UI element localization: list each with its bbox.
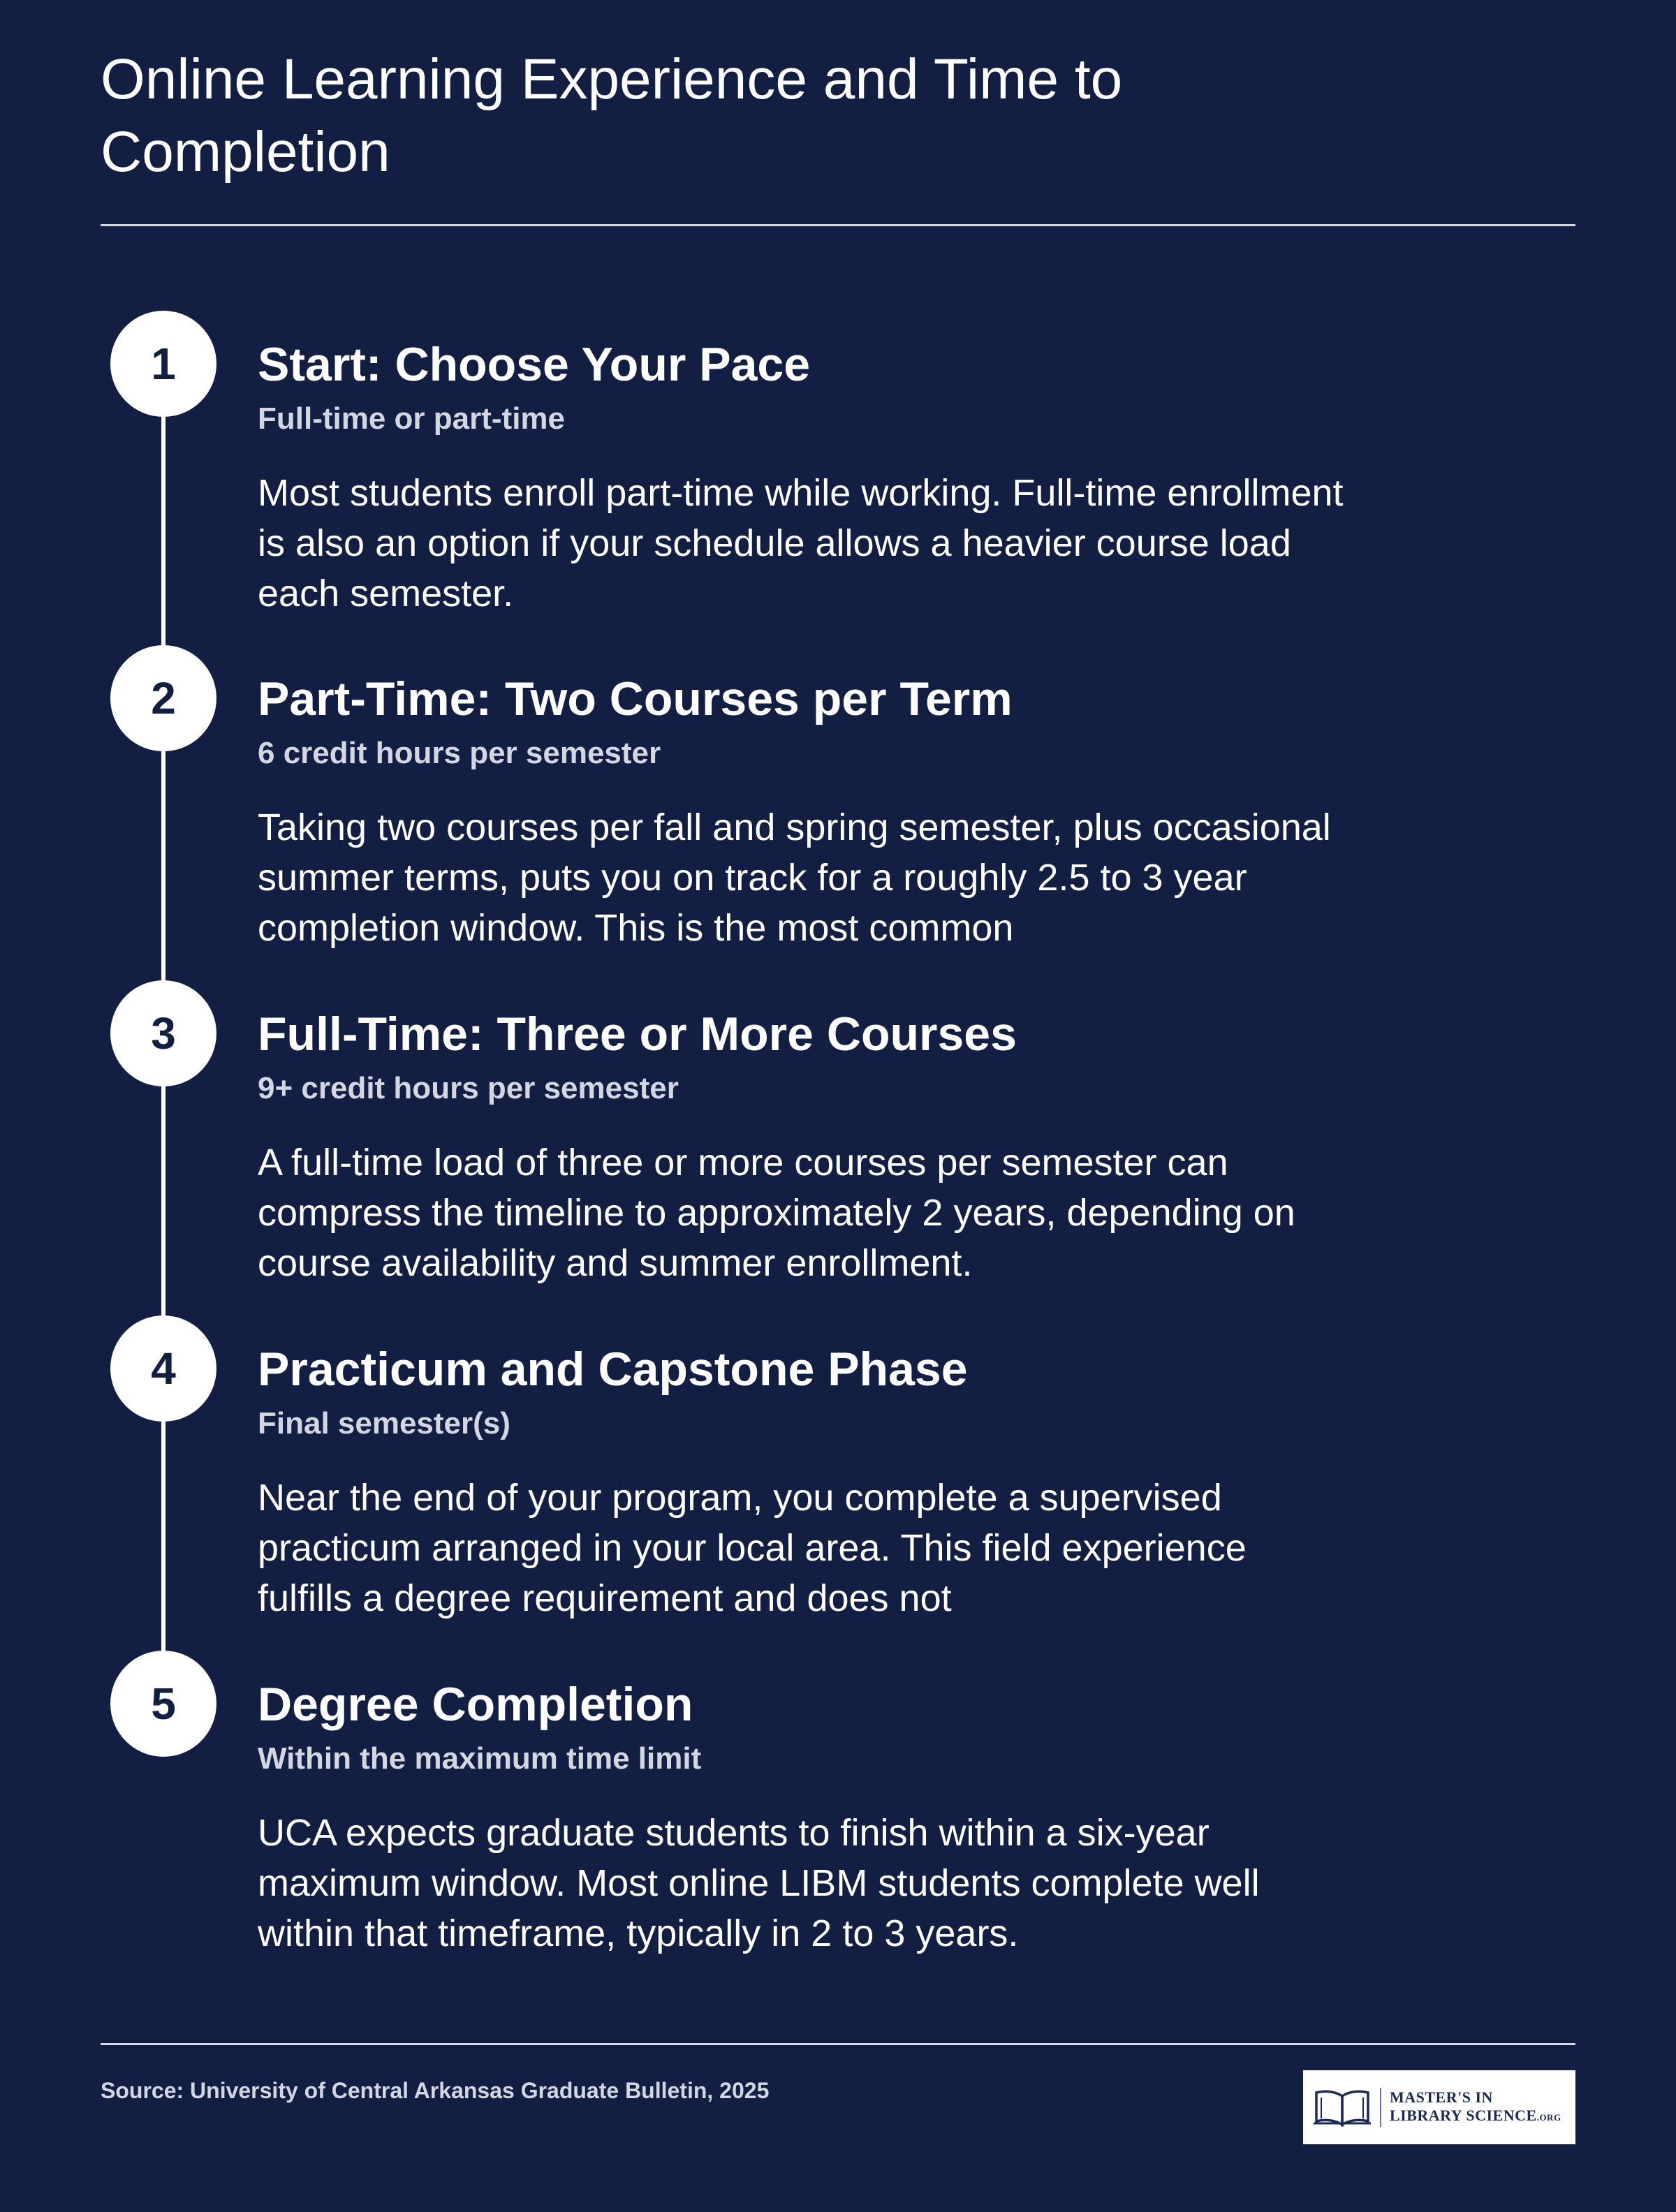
open-book-icon bbox=[1310, 2086, 1374, 2128]
footer-divider bbox=[101, 2043, 1575, 2045]
step-1-body: Most students enroll part-time while working. Full-time enrollment is also an option if your schedule allows a heavier course load each semester. bbox=[258, 472, 1344, 614]
step-1-number: 1 bbox=[110, 311, 216, 417]
step-3-body: A full-time load of three or more courses per semester can compress the timeline to approximately 2 years, depending on course availability and summer enrollment. bbox=[258, 1142, 1295, 1284]
step-5-body: UCA expects graduate students to finish within a six-year maximum window. Most online LIBM students complete well within that timeframe, typically in 2 to 3 years. bbox=[258, 1812, 1260, 1954]
step-2-body: Taking two courses per fall and spring semester, plus occasional summer terms, puts you on track for a roughly 2.5 to 3 year completion window. This is the most common bbox=[258, 806, 1331, 949]
logo-wordmark bbox=[1390, 2088, 1561, 2127]
step-1 bbox=[258, 337, 1375, 619]
step-3-title: Full-Time: Three or More Courses bbox=[258, 1008, 1017, 1061]
logo-line-2: LIBRARY SCIENCE.ORG bbox=[1390, 2106, 1561, 2124]
step-4 bbox=[258, 1341, 1375, 1623]
step-3-subtitle: 9+ credit hours per semester bbox=[258, 1071, 679, 1105]
step-2-number: 2 bbox=[110, 645, 216, 751]
logo-line-1: MASTER'S IN bbox=[1390, 2088, 1493, 2106]
step-1-subtitle: Full-time or part-time bbox=[258, 401, 566, 436]
page-title: Online Learning Experience and Time to Completion bbox=[101, 47, 1123, 184]
logo-divider bbox=[1380, 2088, 1381, 2127]
step-2-subtitle: 6 credit hours per semester bbox=[258, 736, 661, 770]
step-5-subtitle: Within the maximum time limit bbox=[258, 1741, 702, 1776]
step-5-title: Degree Completion bbox=[258, 1678, 693, 1731]
step-3-number: 3 bbox=[110, 980, 216, 1086]
step-4-title: Practicum and Capstone Phase bbox=[258, 1343, 968, 1396]
step-5-number: 5 bbox=[110, 1651, 216, 1757]
header-divider bbox=[101, 224, 1575, 226]
step-4-body: Near the end of your program, you complete a supervised practicum arranged in your local area. This field experience fulfills a degree requirement and does not bbox=[258, 1477, 1247, 1619]
source-note: Source: University of Central Arkansas Graduate Bulletin, 2025 bbox=[101, 2078, 770, 2103]
step-5 bbox=[258, 1676, 1375, 1959]
step-4-subtitle: Final semester(s) bbox=[258, 1406, 510, 1440]
step-2 bbox=[258, 671, 1375, 953]
step-2-title: Part-Time: Two Courses per Term bbox=[258, 672, 1013, 725]
step-1-title: Start: Choose Your Pace bbox=[258, 338, 811, 391]
step-4-number: 4 bbox=[110, 1315, 216, 1422]
logo bbox=[1303, 2070, 1575, 2144]
step-3 bbox=[258, 1006, 1375, 1288]
